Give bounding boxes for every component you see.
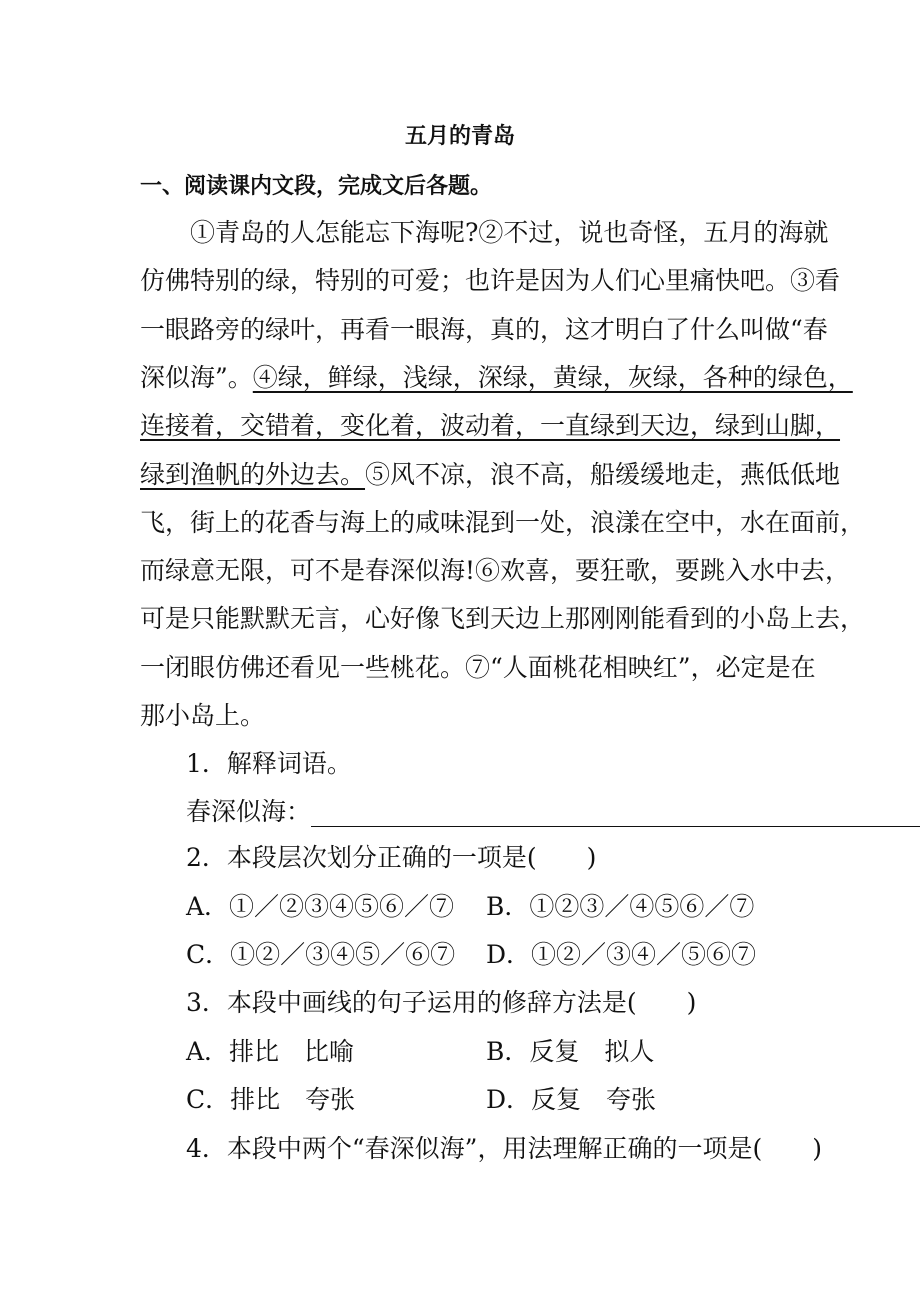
passage-text: 飞，街上的花香与海上的咸味混到一处，浪漾在空中，水在面前， xyxy=(140,507,866,537)
passage-line xyxy=(140,604,865,634)
underlined-text: ④绿，鲜绿，浅绿，深绿，黄绿，灰绿，各种的绿色， xyxy=(252,362,853,392)
passage-line xyxy=(140,653,816,683)
passage-line xyxy=(140,266,840,296)
passage-line xyxy=(140,315,828,345)
passage-line xyxy=(140,508,865,538)
option-d: D．①②／③④／⑤⑥⑦ xyxy=(486,940,757,969)
passage-text: 仿佛特别的绿，特别的可爱；也许是因为人们心里痛快吧。③看 xyxy=(140,266,841,296)
option-a: A．排比 比喻 xyxy=(186,1037,355,1066)
passage-text: ⑤风不凉，浪不高，船缓缓地走，燕低低地 xyxy=(365,459,841,489)
passage-line xyxy=(140,411,840,441)
passage-line xyxy=(140,218,828,248)
passage-text: 而绿意无限，可不是春深似海!⑥欢喜，要狂歌，要跳入水中去， xyxy=(140,556,851,586)
passage-text: 可是只能默默无言，心好像飞到天边上那刚刚能看到的小岛上去， xyxy=(140,604,866,634)
passage-line xyxy=(140,701,265,731)
question-1-answer xyxy=(186,797,920,827)
underlined-text: 连接着，交错着，变化着，波动着，一直绿到天边，绿到山脚， xyxy=(140,411,841,441)
question-2: 2．本段层次划分正确的一项是( ) xyxy=(186,843,597,872)
question-1-term: 春深似海： xyxy=(186,797,312,826)
passage-text: 一眼路旁的绿叶，再看一眼海，真的，这才明白了什么叫做“春 xyxy=(140,314,828,344)
option-b: B．反复 拟人 xyxy=(486,1037,655,1066)
question-3-options-row xyxy=(186,1037,654,1067)
question-3-options-row xyxy=(186,1085,656,1115)
question-1: 1．解释词语。 xyxy=(186,749,352,778)
passage-text: 那小岛上。 xyxy=(140,701,266,730)
option-a: A．①／②③④⑤⑥／⑦ xyxy=(186,892,455,921)
passage-line xyxy=(140,556,850,586)
option-d: D．反复 夸张 xyxy=(486,1085,657,1114)
passage-text: 一闭眼仿佛还看见一些桃花。⑦“人面桃花相映红”，必定是在 xyxy=(140,652,816,682)
underlined-text: 绿到渔帆的外边去。 xyxy=(140,459,366,489)
option-c: C．①②／③④⑤／⑥⑦ xyxy=(186,940,456,969)
option-b: B．①②③／④⑤⑥／⑦ xyxy=(486,892,755,921)
question-2-options-row xyxy=(186,940,756,970)
passage-line xyxy=(140,460,840,490)
passage-text: 深似海”。 xyxy=(140,362,253,392)
passage-text: ①青岛的人怎能忘下海呢?②不过，说也奇怪，五月的海就 xyxy=(140,218,829,247)
passage-line xyxy=(140,363,853,393)
question-4: 4．本段中两个“春深似海”，用法理解正确的一项是( ) xyxy=(186,1134,822,1163)
question-2-options-row xyxy=(186,892,754,922)
answer-blank[interactable] xyxy=(311,804,920,827)
page-title: 五月的青岛 xyxy=(404,124,515,149)
section-heading: 一、阅读课内文段，完成文后各题。 xyxy=(140,174,493,199)
question-3: 3．本段中画线的句子运用的修辞方法是( ) xyxy=(186,988,697,1017)
option-c: C．排比 夸张 xyxy=(186,1085,356,1114)
